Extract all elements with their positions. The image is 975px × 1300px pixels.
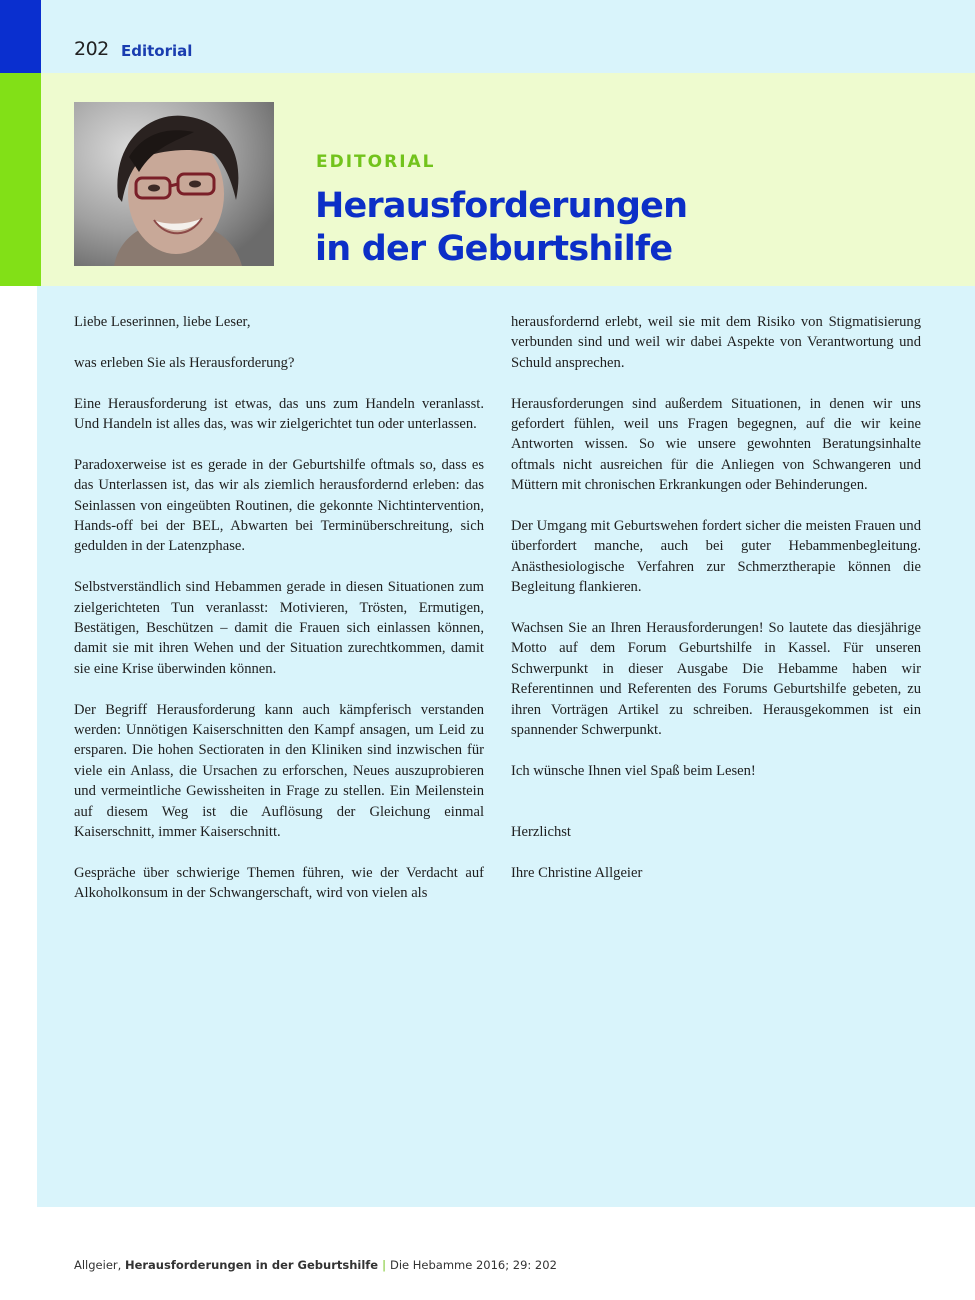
section-label: Editorial xyxy=(121,42,193,60)
author-photo xyxy=(74,102,274,266)
article-title-line-2: in der Geburtshilfe xyxy=(315,229,673,269)
title-color-bar xyxy=(0,73,41,286)
article-kicker: EDITORIAL xyxy=(316,152,436,172)
footer-separator: | xyxy=(382,1258,386,1272)
paragraph: Liebe Leserinnen, liebe Leser, xyxy=(74,314,251,330)
signature: Ihre Christine Allgeier xyxy=(511,864,643,881)
header-color-bar xyxy=(0,0,41,73)
paragraph: Der Umgang mit Geburtswehen fordert sicher die meisten Frauen und überfordert manche, auch bei guter Hebammenbegleitung. Anästhesiologische Verfahren zur Schmerztherapie können die Begleitung flankieren. xyxy=(511,518,921,596)
footer-title: Herausforderungen in der Geburtshilfe xyxy=(124,1258,379,1272)
paragraph: Der Begriff Herausforderung kann auch kämpferisch verstanden werden: Unnötigen Kaiserschnitten den Kampf ansagen, um Leid zu ersparen. Die hohen Sectioraten in den Kliniken sind inzwischen für viele ein Anlass, die Ursachen zu erforschen, Neues auszuprobieren und vermeintliche Gewissheiten in Frage zu stellen. Ein Meilenstein auf diesem Weg ist die Auflösung der Gleichung einmal Kaiserschnitt, immer Kaiserschnitt. xyxy=(74,701,484,841)
author-portrait-image xyxy=(74,102,274,266)
paragraph: Wachsen Sie an Ihren Herausforderungen! So lautete das diesjährige Motto auf dem Forum Geburtshilfe in Kassel. Für unseren Schwerpunkt in dieser Ausgabe Die Hebamme haben wir Referentinnen und Referenten des Forums Geburtshilfe gebeten, zu ihren Vorträgen Artikel zu schreiben. Herausgekommen ist ein spannender Schwerpunkt. xyxy=(511,620,921,739)
footer-citation: Die Hebamme 2016; 29: 202 xyxy=(389,1258,557,1272)
page-number: 202 xyxy=(74,38,109,60)
paragraph: Gespräche über schwierige Themen führen, wie der Verdacht auf Alkoholkonsum in der Schwangerschaft, wird von vielen als xyxy=(74,864,484,902)
body-column-left xyxy=(74,312,484,924)
paragraph: was erleben Sie als Herausforderung? xyxy=(74,354,295,371)
paragraph: Ich wünsche Ihnen viel Spaß beim Lesen! xyxy=(511,762,756,779)
paragraph: Herausforderungen sind außerdem Situationen, in denen wir uns gefordert fühlen, weil uns Fragen begegnen, auf die wir keine Antworten wissen. So wie unsere gewohnten Beratungsinhalte oftmals nicht ausreichen für die Anliegen von Schwangeren und Müttern mit chronischen Erkrankungen oder Behinderungen. xyxy=(511,395,921,494)
article-title xyxy=(315,185,835,271)
closing-salutation: Herzlichst xyxy=(511,824,571,841)
paragraph: Selbstverständlich sind Hebammen gerade in diesen Situationen zum zielgerichteten Tun veranlasst: Motivieren, Trösten, Ermutigen, Bestätigen, Beschützen – damit die Frauen sich einlassen können, damit sie mit ihren Wehen und der Situation zurechtkommen, damit sie eine Krise überwinden können. xyxy=(74,579,484,677)
paragraph: herausfordernd erlebt, weil sie mit dem Risiko von Stigmatisierung verbunden sind und weil wir dabei Aspekte von Verantwortung und Schuld ansprechen. xyxy=(511,314,921,371)
paragraph: Eine Herausforderung ist etwas, das uns zum Handeln veranlasst. Und Handeln ist alles das, was wir zielgerichtet tun oder unterlassen. xyxy=(74,395,484,432)
footer-author: Allgeier, xyxy=(74,1258,125,1272)
paragraph: Paradoxerweise ist es gerade in der Geburtshilfe oftmals so, dass es das Unterlassen ist, das wir als ziemlich herausfordernd erleben: das Seinlassen von eingeübten Routinen, die gekonnte Nichtintervention, Hands-off bei der BEL, Abwarten bei Terminüberschreitung, sich gedulden in der Latenzphase. xyxy=(74,456,484,555)
body-column-right xyxy=(511,312,921,904)
citation-footer xyxy=(74,1258,557,1272)
article-title-line-1: Herausforderungen xyxy=(315,186,688,226)
